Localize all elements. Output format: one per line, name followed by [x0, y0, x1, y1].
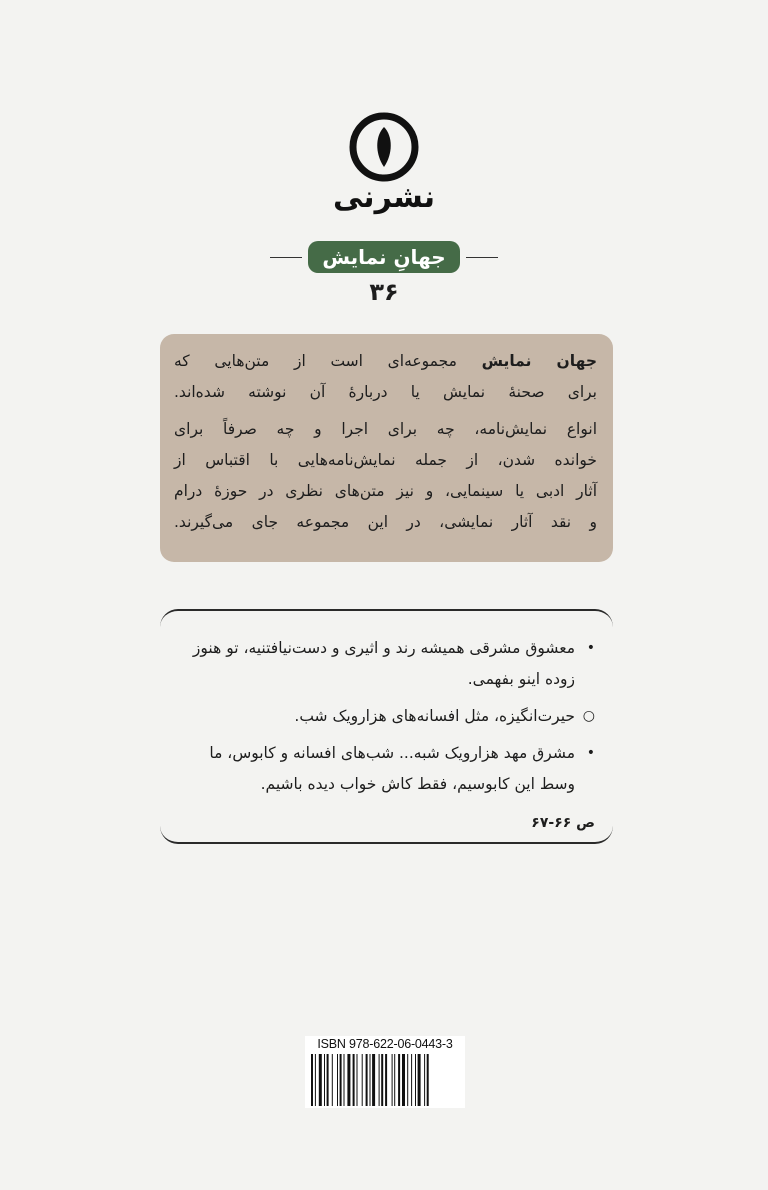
- series-header: [270, 238, 498, 276]
- barcode-bar: [402, 1054, 405, 1106]
- barcode-bar: [340, 1054, 342, 1106]
- barcode-bar: [385, 1054, 387, 1106]
- barcode-bar: [324, 1054, 325, 1106]
- quill-circle-icon: [347, 110, 421, 184]
- divider: [466, 257, 498, 258]
- publisher-name: نشرنی: [332, 180, 436, 215]
- barcode-bar: [337, 1054, 338, 1106]
- barcode-bar: [427, 1054, 429, 1106]
- barcode-bar: [353, 1054, 355, 1106]
- barcode-bar: [315, 1054, 316, 1106]
- barcode-bar: [411, 1054, 412, 1106]
- description-line: آثار ادبی یا سینمایی، و نیز متن‌های نظری در حوزهٔ درام: [174, 482, 597, 500]
- list-item: • معشوق مشرقی همیشه رند و اثیری و دست‌نیافتنیه، تو هنوز زوده اینو بفهمی.: [180, 633, 595, 695]
- series-description-box: [160, 334, 613, 562]
- list-item: ○ حیرت‌انگیزه، مثل افسانه‌های هزارویک شب.: [180, 701, 595, 732]
- barcode-bar: [381, 1054, 383, 1106]
- barcode-bar: [424, 1054, 425, 1106]
- bullet-filled-icon: •: [586, 640, 595, 656]
- bullet-filled-icon: •: [586, 745, 595, 761]
- barcode-bar: [327, 1054, 329, 1106]
- excerpt-list: [180, 633, 595, 800]
- barcode-bar: [332, 1054, 333, 1106]
- barcode-bar: [394, 1054, 395, 1106]
- barcode-bar: [311, 1054, 313, 1106]
- bullet-hollow-icon: ○: [582, 708, 595, 724]
- list-item: • مشرق مهد هزارویک شبه... شب‌های افسانه و کابوس، ما وسط این کابوسیم، فقط کاش خواب دیده باشیم.: [180, 738, 595, 800]
- description-line: و نقد آثار نمایشی، در این مجموعه جای می‌گیرند.: [174, 513, 597, 531]
- barcode-bars: [309, 1054, 461, 1106]
- barcode-bar: [344, 1054, 345, 1106]
- series-number: ۳۶: [369, 278, 399, 306]
- description-line: برای صحنهٔ نمایش یا دربارهٔ آن نوشته شده‌اند.: [174, 383, 597, 401]
- barcode-bar: [366, 1054, 368, 1106]
- description-line: خوانده شدن، از جمله نمایش‌نامه‌هایی با اقتباس از: [174, 451, 597, 469]
- barcode-bar: [398, 1054, 400, 1106]
- barcode-bar: [347, 1054, 350, 1106]
- barcode-bar: [357, 1054, 358, 1106]
- barcode-bar: [392, 1054, 393, 1106]
- excerpt-box: [160, 609, 613, 844]
- description-line: جهان نمایش مجموعه‌ای است از متن‌هایی که: [174, 352, 597, 370]
- description-line: انواع نمایش‌نامه، چه برای اجرا و چه صرفاً برای: [174, 420, 597, 438]
- isbn-number: ISBN 978-622-06-0443-3: [317, 1037, 453, 1051]
- barcode-bar: [407, 1054, 408, 1106]
- barcode-bar: [418, 1054, 421, 1106]
- barcode-bar: [415, 1054, 416, 1106]
- barcode-bar: [379, 1054, 380, 1106]
- barcode-bar: [372, 1054, 375, 1106]
- barcode-bar: [370, 1054, 371, 1106]
- barcode-bar: [362, 1054, 363, 1106]
- barcode-bar: [319, 1054, 322, 1106]
- barcode: [305, 1036, 465, 1108]
- page-reference: ص ۶۶-۶۷: [531, 815, 595, 831]
- divider: [270, 257, 302, 258]
- series-title-badge: جهانِ نمایش: [308, 241, 459, 273]
- description-bold-lead: جهان نمایش: [481, 352, 597, 370]
